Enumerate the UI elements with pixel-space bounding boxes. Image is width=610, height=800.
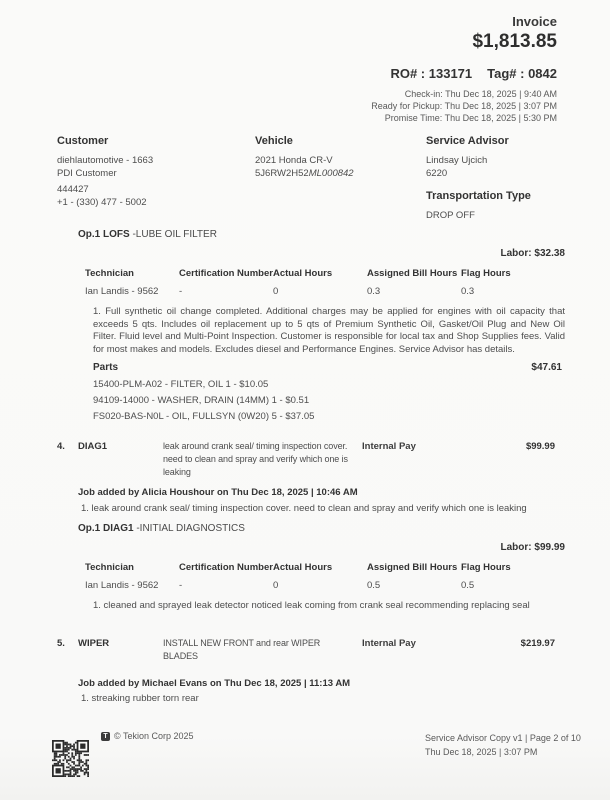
job-added-by: Job added by Michael Evans on Thu Dec 18, 2025 | 11:13 AM [78, 678, 351, 689]
vehicle-section [255, 135, 354, 180]
qr-code [51, 740, 90, 777]
service-advisor-name: Lindsay Ujcich [426, 155, 488, 166]
job-added-by: Job added by Alicia Houshour on Thu Dec 18, 2025 | 10:46 AM [78, 487, 358, 498]
job-number: 5. [57, 638, 65, 649]
part-line: FS020-BAS-N0L - OIL, FULLSYN (0W20) 5 - $37.05 [93, 411, 315, 422]
op-diag-labor-amount: Labor: $99.99 [500, 542, 565, 553]
vehicle-model: 2021 Honda CR-V [255, 155, 333, 166]
table-cell: 0.5 [367, 580, 381, 591]
table-cell: 0 [273, 580, 279, 591]
ro-number: RO# : 133171 [390, 66, 473, 81]
job-description: INSTALL NEW FRONT and rear WIPER BLADES [163, 638, 321, 661]
customer-number: 444427 [57, 184, 89, 195]
header-dates [371, 88, 557, 124]
ready-for-pickup-time: Ready for Pickup: Thu Dec 18, 2025 | 3:07 PM [371, 101, 557, 111]
customer-type: PDI Customer [57, 168, 117, 179]
op-lofs-section [0, 229, 610, 425]
column-header: Flag Hours [461, 268, 511, 279]
table-cell: 0.5 [461, 580, 475, 591]
table-cell: 0.3 [461, 286, 475, 297]
op-diag-title: Op.1 DIAG1 -INITIAL DIAGNOSTICS [78, 523, 245, 534]
job-pay-type: Internal Pay [362, 638, 416, 649]
footer-page-info [425, 731, 581, 759]
table-cell: 0.3 [367, 286, 381, 297]
service-advisor-number: 6220 [426, 168, 448, 179]
ro-tag-line [371, 66, 557, 81]
job-5-section [0, 637, 610, 705]
op-lofs-technician-table [85, 268, 610, 298]
vehicle-heading: Vehicle [255, 135, 293, 147]
op-lofs-title: Op.1 LOFS -LUBE OIL FILTER [78, 229, 217, 240]
column-header: Certification Number [179, 268, 273, 279]
customer-name: diehlautomotive - 1663 [57, 155, 154, 166]
job-pay-type: Internal Pay [362, 441, 416, 452]
table-cell: Ian Landis - 9562 [85, 286, 159, 297]
job-4-row [57, 440, 610, 479]
column-header: Technician [85, 268, 134, 279]
op-diag-note: 1. cleaned and sprayed leak detector noticed leak coming from crank seal recommending replacing seal [93, 600, 530, 611]
op-lofs-note: 1. Full synthetic oil change completed. Additional charges may be applied for engines with oil capacity that exceeds 5 qts. Includes oil replacement up to 5 qts of Premium Synthetic Oil, Gasket/Oil Plug and New Oil Filter. Fluid level and Multi-Point Inspection. Customer is responsible for local tax and Shop Supplies fees. Valid for most makes and models. Excludes diesel and Performance Engines. Service Advisor has details. [93, 306, 565, 355]
transportation-type-value: DROP OFF [426, 210, 475, 221]
op-diag-section [0, 523, 610, 612]
parts-label: Parts [93, 362, 119, 373]
job-note: 1. streaking rubber torn rear [81, 693, 199, 704]
job-price: $219.97 [520, 638, 555, 649]
customer-phone: +1 - (330) 477 - 5002 [57, 197, 147, 208]
job-code: DIAG1 [78, 441, 108, 452]
invoice-header [371, 14, 557, 124]
column-header: Certification Number [179, 562, 273, 573]
vehicle-vin: 5J6RW2H52ML000842 [255, 168, 354, 179]
customer-section [57, 135, 153, 209]
column-header: Flag Hours [461, 562, 511, 573]
job-price: $99.99 [525, 441, 555, 452]
promise-time: Promise Time: Thu Dec 18, 2025 | 5:30 PM [384, 113, 557, 123]
job-note: 1. leak around crank seal/ timing inspection cover. need to clean and spray and verify which one is leaking [81, 503, 527, 514]
column-header: Actual Hours [273, 562, 333, 573]
parts-total: $47.61 [531, 362, 562, 373]
invoice-label: Invoice [512, 14, 557, 29]
op-lofs-labor-amount: Labor: $32.38 [500, 248, 565, 259]
job-description: leak around crank seal/ timing inspection cover. need to clean and spray and verify which one is leaking [163, 441, 348, 477]
table-cell: - [179, 580, 183, 591]
job-4-section [0, 440, 610, 515]
checkin-time: Check-in: Thu Dec 18, 2025 | 9:40 AM [404, 89, 557, 99]
service-advisor-section [426, 135, 531, 222]
customer-heading: Customer [57, 135, 109, 147]
parts-list [93, 377, 565, 425]
transportation-type-heading: Transportation Type [426, 190, 531, 202]
op-diag-technician-table [85, 562, 610, 592]
copy-version-page: Service Advisor Copy v1 | Page 2 of 10 [425, 733, 581, 743]
service-advisor-heading: Service Advisor [426, 135, 509, 147]
part-line: 15400-PLM-A02 - FILTER, OIL 1 - $10.05 [93, 379, 269, 390]
table-cell: 0 [273, 286, 279, 297]
table-cell: - [179, 286, 183, 297]
job-number: 4. [57, 441, 65, 452]
column-header: Assigned Bill Hours [367, 268, 458, 279]
parts-total-row [93, 361, 562, 374]
tag-number: Tag# : 0842 [487, 66, 557, 81]
column-header: Assigned Bill Hours [367, 562, 458, 573]
invoice-total: $1,813.85 [472, 31, 557, 52]
footer-copyright [101, 731, 194, 742]
tekion-logo-icon: T [101, 732, 110, 741]
copyright-text: © Tekion Corp 2025 [114, 731, 194, 741]
print-datetime: Thu Dec 18, 2025 | 3:07 PM [425, 747, 538, 757]
column-header: Technician [85, 562, 134, 573]
column-header: Actual Hours [273, 268, 333, 279]
job-code: WIPER [78, 638, 110, 649]
table-cell: Ian Landis - 9562 [85, 580, 159, 591]
job-5-row [57, 637, 610, 663]
part-line: 94109-14000 - WASHER, DRAIN (14MM) 1 - $0.51 [93, 395, 310, 406]
